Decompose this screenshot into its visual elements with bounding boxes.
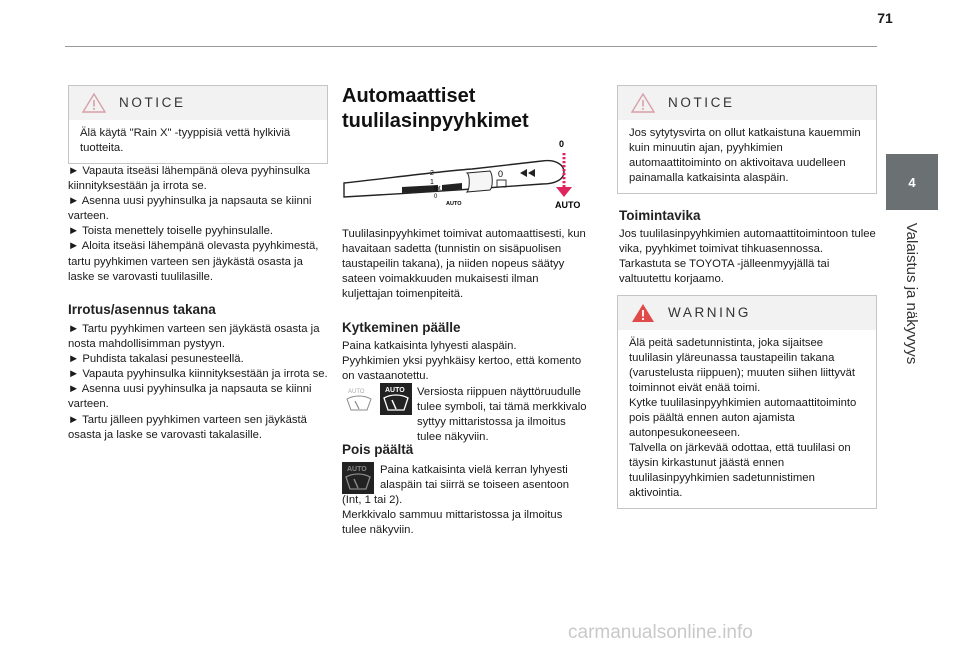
- top-rule: [65, 46, 877, 47]
- deactivation-heading: Pois päältä: [342, 442, 414, 457]
- caution-triangle-icon: [82, 93, 106, 113]
- notice-text: Älä käytä "Rain X" -tyyppisiä vettä hylkiviä tuotteita.: [80, 127, 291, 154]
- page-number: 71: [877, 10, 893, 26]
- deactivation-text: (Int, 1 tai 2). Merkkivalo sammuu mittaristossa ja ilmoitus tulee näkyviin.: [342, 494, 563, 537]
- rear-heading: Irrotus/asennus takana: [68, 302, 216, 317]
- svg-text:AUTO: AUTO: [347, 466, 367, 473]
- warning-triangle-icon: [631, 303, 655, 323]
- replacement-steps-rear: ► Tartu pyyhkimen varteen sen jäykästä osasta ja nosta mahdollisimman pystyyn. ► Puhdista takalasi pesunesteellä. ► Vapauta pyyhinsulka kiinnityksestään ja irrota se. ► Asenna uusi pyyhinsulka ja napsauta se kiinni varteen. ► Tartu jälleen pyyhkimen varteen sen jäykästä osasta ja laske se varovasti takalasille.: [68, 323, 328, 441]
- auto-wiper-outline-icon: [342, 385, 376, 415]
- notice-header: [69, 86, 327, 120]
- deactivation-icon-text: Paina katkaisinta vielä kerran lyhyesti alaspäin tai siirrä se toiseen asentoon: [380, 464, 570, 492]
- warning-box: [617, 295, 877, 509]
- chapter-tab: 4: [886, 154, 938, 210]
- auto-zero-label: 0: [559, 139, 565, 149]
- warning-label: WARNING: [668, 305, 751, 320]
- svg-text:AUTO: AUTO: [348, 389, 365, 395]
- wiper-stalk-illustration: [342, 135, 587, 215]
- notice-text: Jos sytytysvirta on ollut katkaistuna kauemmin kuin minuutin ajan, pyyhkimien automaattitoiminto on aktivoitava uudelleen painamalla katkaisinta alaspäin.: [629, 127, 861, 184]
- notice-box-1: [68, 85, 328, 164]
- stalk-label-1: 1: [430, 179, 434, 186]
- notice-box-2: [617, 85, 877, 194]
- caution-triangle-icon: [631, 93, 655, 113]
- chapter-title: [887, 218, 937, 368]
- activation-icon-text: Versiosta riippuen näyttöruudulle tulee symboli, tai tämä merkkivalo syttyy mittaristossa ja ilmoitus tulee näkyviin.: [417, 386, 587, 444]
- warning-text: Älä peitä sadetunnistinta, joka sijaitsee tuulilasin yläreunassa taustapeilin takana (varustelusta riippuen); muuten siihen liittyvät toiminnot eivät enää toimi. Kytke tuulilasinpyyhkimien automaattitoiminto pois päältä ennen auton ajamista autonpesukoneeseen. Talvella on järkevää odottaa, että tuulilasi on täysin kirkastunut jäästä ennen tuulilasinpyyhkimien sadetunnistimen aktivointia.: [629, 337, 857, 499]
- watermark: carmanualsonline.info: [568, 622, 753, 643]
- auto-big-label: AUTO: [555, 200, 581, 210]
- activation-text: Paina katkaisinta lyhyesti alaspäin. Pyyhkimien yksi pyyhkäisy kertoo, että komento on vastaanotettu.: [342, 340, 582, 383]
- svg-text:AUTO: AUTO: [385, 387, 405, 394]
- notice-header: [618, 86, 876, 120]
- stalk-label-0: 0: [434, 194, 438, 200]
- stalk-label-2: 2: [430, 170, 434, 177]
- stalk-zero-mark: 0: [498, 169, 504, 179]
- fault-heading: Toimintavika: [619, 208, 701, 223]
- warning-header: [618, 296, 876, 330]
- stalk-label-int: Int: [434, 186, 441, 192]
- chapter-title-text: Valaistus ja näkyvyys: [903, 222, 921, 364]
- auto-wiper-off-icon: [342, 462, 374, 494]
- fault-text: Jos tuulilasinpyyhkimien automaattitoimintoon tulee vika, pyyhkimet toimivat tihkuasennossa. Tarkastuta se TOYOTA -jälleenmyyjällä tai valtuutettu korjaamo.: [619, 228, 876, 286]
- activation-heading: Kytkeminen päälle: [342, 320, 461, 335]
- section-title: Automaattiset tuulilasinpyyhkimet: [342, 85, 529, 132]
- auto-wiper-warning-lamp-icon: [380, 383, 412, 415]
- section-intro: Tuulilasinpyyhkimet toimivat automaattisesti, kun havaitaan sadetta (tunnistin on sisäpuolisen taustapeilin takana), ja niiden nopeus säätyy sateen voimakkuuden mukaisesti ilman kuljettajan toimenpiteitä.: [342, 228, 586, 301]
- replacement-steps-front: ► Vapauta itseäsi lähempänä oleva pyyhinsulka kiinnityksestään ja irrota se. ► Asenna uusi pyyhinsulka ja napsauta se kiinni varteen. ► Toista menettely toiselle pyyhinsulalle. ► Aloita itseäsi lähempänä olevasta pyyhkimestä, tartu pyyhkimen varteen sen jäykästä osasta ja laske se varovasti tuulilasille.: [68, 165, 319, 283]
- stalk-label-auto: AUTO: [446, 201, 462, 207]
- notice-label: NOTICE: [119, 95, 186, 110]
- notice-label: NOTICE: [668, 95, 735, 110]
